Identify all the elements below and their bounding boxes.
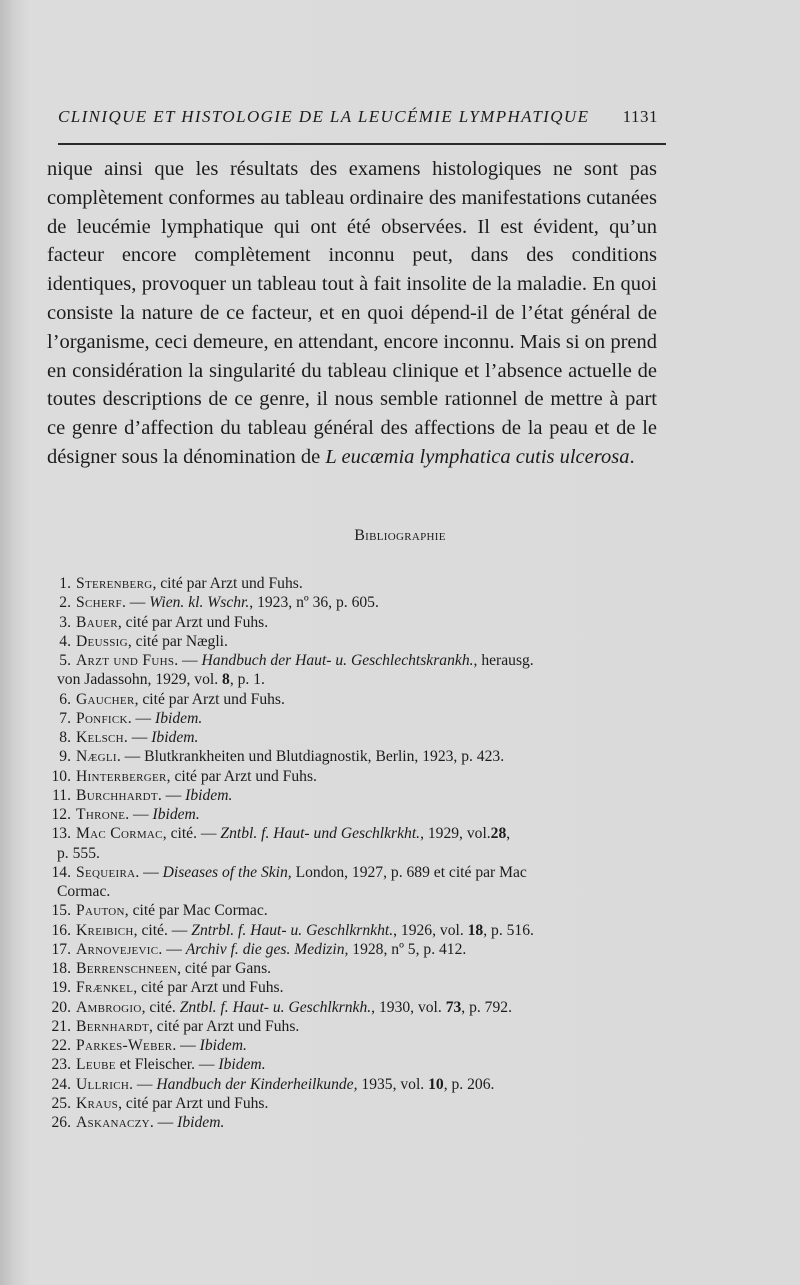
bibliography-list (47, 574, 657, 1132)
entry-continuation (57, 882, 657, 901)
entry-separator: . — (158, 940, 186, 958)
entry-volume: 28 (490, 825, 507, 843)
entry-separator: . — (127, 709, 156, 727)
entry-continuation-text: p. 555. (57, 844, 100, 862)
bibliography-entry (47, 767, 657, 786)
body-text (47, 155, 657, 472)
bibliography-entry (47, 1055, 657, 1074)
entry-text-2: , p. 792. (461, 998, 512, 1016)
entry-text: et Fleischer. — (115, 1056, 219, 1074)
entry-author: Ullrich (76, 1075, 130, 1093)
entry-title: Ibidem. (151, 729, 199, 746)
entry-volume: 73 (445, 998, 462, 1016)
entry-separator: . — (135, 863, 163, 881)
entry-separator: . — (129, 1075, 157, 1093)
entry-number: 19. (51, 979, 71, 997)
entry-number: 16. (51, 921, 71, 939)
entry-text-2: , p. 516. (483, 921, 534, 939)
entry-number: 18. (51, 960, 71, 977)
entry-continuation (57, 670, 657, 689)
entry-separator: . — (174, 652, 202, 669)
entry-number: 1. (59, 575, 71, 592)
entry-separator: . — (172, 1037, 200, 1054)
entry-title: Diseases of the Skin, (162, 863, 292, 881)
paragraph-end: . (629, 445, 635, 468)
entry-author: Mac Cormac (76, 825, 163, 843)
entry-author: Frænkel (76, 979, 134, 997)
entry-text: London, 1927, p. 689 et cité par Mac (291, 863, 527, 881)
entry-author: Arnovejevic (76, 940, 159, 958)
entry-number: 13. (51, 825, 71, 843)
entry-author: Bernhardt (76, 1017, 149, 1035)
entry-title: Archiv f. die ges. Medizin, (185, 940, 349, 958)
entry-author: Deussig (76, 632, 128, 650)
entry-title: Zntbl. f. Haut- u. Geschlkrnkh. (179, 998, 372, 1016)
entry-number: 8. (59, 729, 71, 746)
entry-number: 24. (51, 1075, 71, 1093)
entry-title: Handbuch der Kinderheilkunde, (156, 1075, 358, 1093)
entry-title: Wien. kl. Wschr. (149, 594, 250, 612)
entry-number: 22. (51, 1037, 71, 1054)
header-rule (58, 143, 666, 145)
entry-number: 9. (59, 748, 71, 766)
bibliography-entry (47, 978, 657, 997)
entry-text: 1935, vol. (357, 1075, 429, 1093)
entry-author: Nægli (76, 748, 117, 766)
entry-author: Arzt und Fuhs (76, 652, 175, 669)
bibliography-entry (47, 747, 657, 766)
entry-volume: 18 (467, 921, 484, 939)
entry-author: Ponfick (76, 709, 128, 727)
bibliography-entry (47, 1036, 657, 1055)
bibliography-entry (47, 632, 657, 651)
entry-continuation-text: Cormac. (57, 883, 111, 900)
bibliography-entry (47, 574, 657, 593)
entry-separator: . — (149, 1114, 178, 1131)
entry-number: 5. (59, 652, 71, 669)
bibliography-entry (47, 690, 657, 709)
paragraph (47, 155, 657, 472)
entry-text: , cité par Arzt und Fuhs. (117, 613, 269, 631)
entry-author: Parkes-Weber (76, 1037, 173, 1054)
entry-author: Gaucher (76, 690, 135, 708)
bibliography-entry (47, 901, 657, 920)
bibliography-entry (47, 786, 657, 805)
entry-title: Ibidem. (199, 1037, 247, 1054)
entry-author: Berrenschneen (76, 960, 178, 977)
entry-number: 14. (51, 863, 71, 881)
bibliography-entry (47, 1094, 657, 1113)
entry-separator: , cité. (141, 998, 180, 1016)
entry-author: Kraus (76, 1094, 119, 1112)
entry-text: 1928, nº 5, p. 412. (348, 940, 467, 958)
entry-author: Ambrogio (76, 998, 142, 1016)
entry-author: Bauer (76, 613, 118, 631)
entry-number: 15. (51, 902, 71, 920)
entry-title: Ibidem. (152, 806, 200, 823)
entry-text: , cité par Nægli. (127, 632, 228, 650)
entry-separator: . — (123, 729, 152, 746)
entry-number: 12. (51, 806, 71, 823)
entry-author: Leube (76, 1056, 116, 1074)
entry-separator: , cité. — (162, 825, 221, 843)
entry-text: , cité par Arzt und Fuhs. (133, 979, 284, 997)
entry-number: 23. (51, 1056, 71, 1074)
entry-separator: . — (121, 594, 150, 612)
bibliography-entry (47, 805, 657, 824)
entry-number: 17. (51, 940, 71, 958)
page-header (58, 107, 658, 135)
entry-author: Burchhardt (76, 786, 158, 804)
entry-separator: . — (157, 786, 186, 804)
entry-title: Ibidem. (177, 1114, 225, 1131)
entry-number: 4. (59, 632, 71, 650)
entry-number: 11. (52, 786, 71, 804)
entry-volume: 10 (428, 1075, 444, 1093)
bibliography-entry (47, 863, 657, 902)
entry-text: , 1923, nº 36, p. 605. (249, 594, 379, 612)
bibliography-entry (47, 824, 657, 863)
entry-title-2: Ibidem. (218, 1056, 266, 1074)
entry-continuation-volume: 8 (222, 671, 230, 689)
entry-author: Sterenberg (76, 575, 153, 592)
bibliography-entry (47, 959, 657, 978)
entry-text: , 1930, vol. (371, 998, 446, 1016)
entry-continuation (57, 844, 657, 863)
entry-number: 26. (51, 1114, 71, 1131)
entry-title: Zntrbl. f. Haut- u. Geschlkrnkht. (191, 921, 394, 939)
entry-continuation-end: , p. 1. (229, 671, 265, 689)
entry-continuation-text: von Jadassohn, 1929, vol. (57, 671, 223, 689)
entry-author: Throne (76, 806, 126, 823)
entry-text: , herausg. (473, 652, 534, 669)
bibliography-entry (47, 1075, 657, 1094)
entry-separator: . — (116, 748, 145, 766)
entry-number: 2. (59, 594, 71, 612)
entry-text: , cité par Arzt und Fuhs. (149, 1017, 300, 1035)
bibliography-entry (47, 651, 657, 690)
entry-text: Blutkrankheiten und Blutdiagnostik, Berlin, 1923, p. 423. (144, 748, 505, 766)
bibliography-entry (47, 1113, 657, 1132)
bibliography-entry (47, 728, 657, 747)
entry-separator: , cité. — (133, 921, 192, 939)
bibliography-entry (47, 921, 657, 940)
entry-title: Zntbl. f. Haut- und Geschlkrkht. (220, 825, 421, 843)
bibliography-entry (47, 998, 657, 1017)
entry-text: , cité par Arzt und Fuhs. (166, 767, 317, 785)
entry-text: , 1929, vol. (420, 825, 491, 843)
entry-number: 7. (59, 709, 71, 727)
entry-text: , cité par Gans. (177, 960, 272, 977)
entry-number: 25. (51, 1094, 71, 1112)
entry-separator: . — (125, 806, 153, 823)
running-title: CLINIQUE ET HISTOLOGIE DE LA LEUCÉMIE LYMPHATIQUE (58, 107, 590, 126)
entry-number: 21. (51, 1017, 71, 1035)
entry-author: Hinterberger (76, 767, 167, 785)
bibliography-entry (47, 709, 657, 728)
entry-title: Ibidem. (155, 709, 203, 727)
entry-text-2: , (506, 825, 511, 843)
entry-text: , cité par Arzt und Fuhs. (134, 690, 285, 708)
bibliography-title: Bibliographie (354, 527, 446, 544)
entry-title: Handbuch der Haut- u. Geschlechtskrankh. (201, 652, 474, 669)
entry-author: Askanaczy (76, 1114, 150, 1131)
entry-number: 3. (59, 613, 71, 631)
bibliography-entry (47, 1017, 657, 1036)
entry-number: 10. (51, 767, 71, 785)
entry-text-2: , p. 206. (443, 1075, 495, 1093)
entry-text: , cité par Mac Cormac. (124, 902, 268, 920)
bibliography-entry (47, 613, 657, 632)
page-number: 1131 (622, 107, 658, 126)
entry-author: Scherf (76, 594, 122, 612)
paragraph-main: nique ainsi que les résultats des examens histologiques ne sont pas complètement conformes au tableau ordinaire des manifestations cutanées de leucémie lymphatique qui ont été observées. Il est évident, qu’un facteur encore complètement inconnu peut, dans des conditions identiques, provoquer un tableau tout à fait insolite de la maladie. En quoi consiste la nature de ce facteur, et en quoi dépend-il de l’état général de l’organisme, ceci demeure, en attendant, encore inconnu. Mais si on prend en considération la singularité du tableau clinique et l’absence actuelle de toutes descriptions de ce genre, il nous semble rationnel de mettre à part ce genre d’affection du tableau général des affections de la peau et de le désigner sous la dénomination de (47, 158, 657, 468)
entry-text: , cité par Arzt und Fuhs. (118, 1094, 269, 1112)
entry-author: Pauton (76, 902, 125, 920)
entry-text: , 1926, vol. (393, 921, 468, 939)
entry-author: Kelsch (76, 729, 124, 746)
entry-text: , cité par Arzt und Fuhs. (152, 575, 303, 592)
entry-title: Ibidem. (185, 786, 233, 804)
entry-number: 20. (51, 998, 71, 1016)
paragraph-italic-term: L eucæmia lymphatica cutis ulcerosa (325, 445, 630, 468)
bibliography-entry (47, 593, 657, 612)
entry-author: Sequeira (76, 863, 136, 881)
entry-author: Kreibich (76, 921, 134, 939)
bibliography-entry (47, 940, 657, 959)
entry-number: 6. (59, 690, 71, 708)
